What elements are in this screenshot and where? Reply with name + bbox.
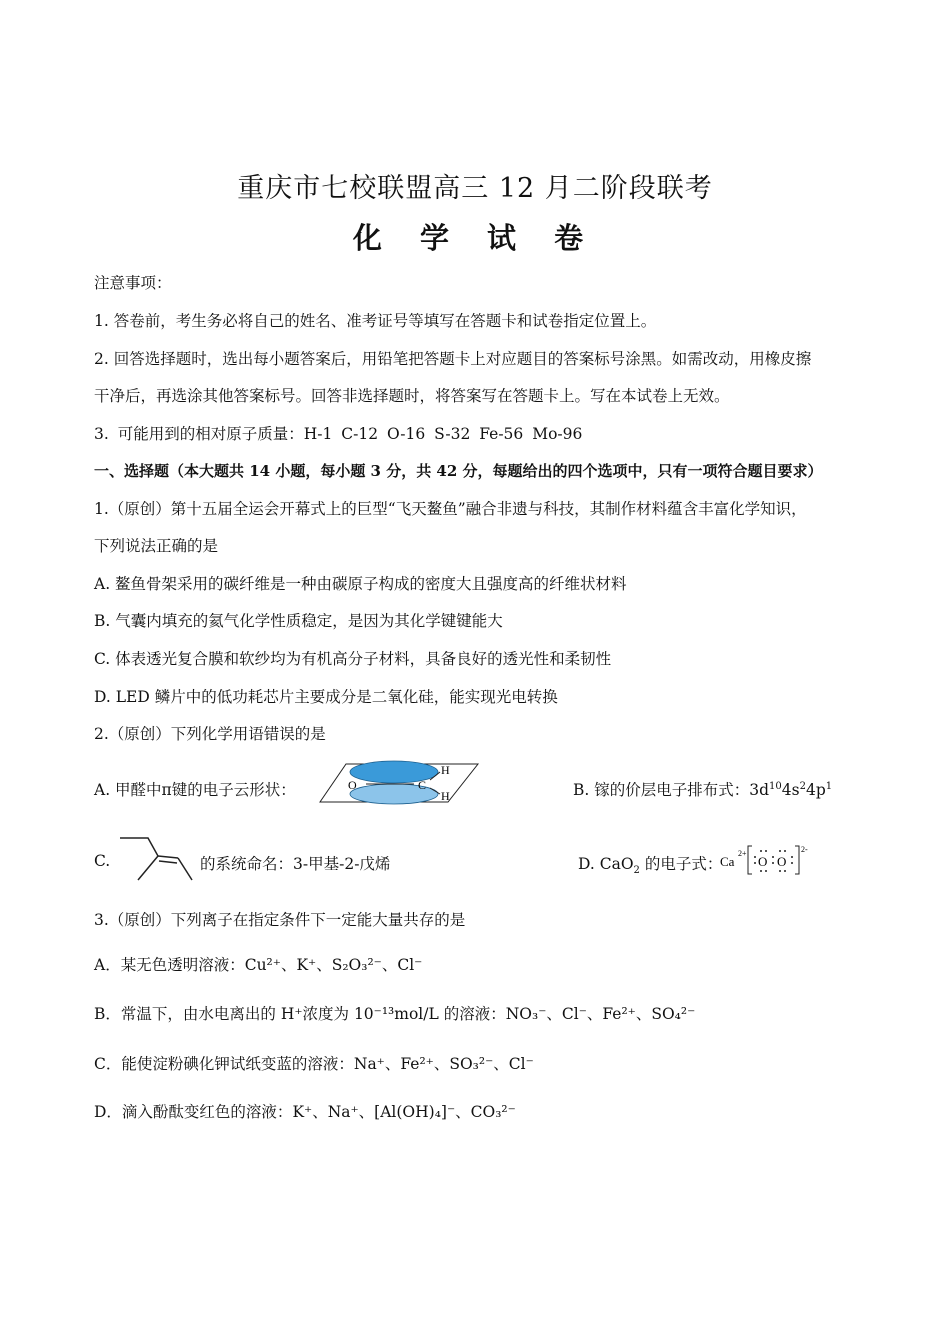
q3-c-pre: C．能使淀粉碘化钾试纸变蓝的溶液：	[94, 1055, 354, 1073]
q3-option-d	[94, 1100, 516, 1122]
skeletal-structure	[118, 836, 198, 884]
page-title: 重庆市七校联盟高三 12 月二阶段联考	[237, 173, 713, 204]
ca-charge: 2+	[738, 849, 747, 858]
q3-d-ions: K⁺、Na⁺、[Al(OH)₄]⁻、CO₃²⁻	[292, 1103, 516, 1121]
q3-option-a	[94, 953, 422, 975]
q3-b-pre: B．常温下，由水电离出的 H⁺浓度为 10⁻¹³mol/L 的溶液：	[94, 1005, 506, 1023]
note-2b: 干净后，再选涂其他答案标号。回答非选择题时，将答案写在答题卡上。写在本试卷上无效。	[94, 387, 730, 405]
electron-formula	[718, 842, 813, 878]
q3-option-b	[94, 1002, 695, 1024]
q1-option-c: C. 体表透光复合膜和软纱均为有机高分子材料，具备良好的透光性和柔韧性	[94, 650, 612, 668]
q2-b-sup-3: 1	[825, 780, 833, 792]
q2-option-b	[573, 778, 832, 800]
q3-d-pre: D．滴入酚酞变红色的溶液：	[94, 1103, 293, 1121]
atom-h-top: H	[441, 763, 450, 777]
q1-stem-1: 1.（原创）第十五届全运会开幕式上的巨型“飞天鳌鱼”融合非遗与科技，其制作材料蕴含丰富化学知识，	[94, 500, 807, 518]
q1-option-a: A. 鳌鱼骨架采用的碳纤维是一种由碳原子构成的密度大且强度高的纤维状材料	[94, 575, 627, 593]
o-atom-1: O	[758, 854, 768, 869]
note-3: 3. 可能用到的相对原子质量：H-1 C-12 O-16 S-32 Fe-56 Mo-96	[94, 425, 583, 443]
note-1: 1. 答卷前，考生务必将自己的姓名、准考证号等填写在答题卡和试卷指定位置上。	[94, 312, 657, 330]
q1-option-d: D. LED 鳞片中的低功耗芯片主要成分是二氧化硅，能实现光电转换	[94, 688, 558, 706]
q2-b-mid-2: 4p	[805, 781, 826, 799]
pi-orbital-diagram	[318, 758, 483, 808]
q2-option-a: A. 甲醛中π键的电子云形状：	[94, 781, 296, 799]
q2-b-text: B. 镓的价层电子排布式：3d	[573, 781, 770, 799]
page-subtitle: 化 学 试 卷	[352, 221, 598, 255]
notes-heading: 注意事项：	[94, 274, 172, 292]
o-atom-2: O	[777, 854, 787, 869]
q3-b-ions: NO₃⁻、Cl⁻、Fe²⁺、SO₄²⁻	[505, 1005, 696, 1023]
section-heading: 一、选择题（本大题共 14 小题，每小题 3 分，共 42 分，每题给出的四个选项中，只有一项符合题目要求）	[94, 462, 823, 480]
q3-a-ions: Cu²⁺、K⁺、S₂O₃²⁻、Cl⁻	[244, 956, 423, 974]
atom-h-bottom: H	[441, 789, 450, 803]
q3-c-ions: Na⁺、Fe²⁺、SO₃²⁻、Cl⁻	[353, 1055, 534, 1073]
q3-stem: 3.（原创）下列离子在指定条件下一定能大量共存的是	[94, 911, 466, 929]
q2-option-c-text: 的系统命名：3-甲基-2-戊烯	[200, 855, 391, 873]
q2-d-pre: D. CaO	[578, 855, 634, 873]
q2-option-c-label: C.	[94, 852, 111, 870]
q3-option-c	[94, 1052, 534, 1074]
q1-option-b: B. 气囊内填充的氦气化学性质稳定，是因为其化学键键能大	[94, 612, 503, 630]
q2-b-sup-2: 2	[799, 780, 806, 792]
q2-d-mid: 的电子式：	[639, 855, 723, 873]
q2-d-sub: 2	[633, 865, 640, 877]
q2-b-sup-1: 10	[769, 780, 782, 792]
ca-symbol: Ca	[720, 854, 735, 869]
atom-c: C	[418, 778, 427, 792]
q2-option-d	[578, 852, 723, 877]
q2-b-mid-1: 4s	[781, 781, 800, 799]
atom-o: O	[348, 778, 357, 792]
note-2a: 2. 回答选择题时，选出每小题答案后，用铅笔把答题卡上对应题目的答案标号涂黑。如需改动，用橡皮擦	[94, 350, 812, 368]
q3-a-pre: A．某无色透明溶液：	[94, 956, 245, 974]
q2-stem: 2.（原创）下列化学用语错误的是	[94, 725, 326, 743]
o2-charge: 2-	[801, 845, 808, 854]
q1-stem-2: 下列说法正确的是	[94, 537, 219, 555]
